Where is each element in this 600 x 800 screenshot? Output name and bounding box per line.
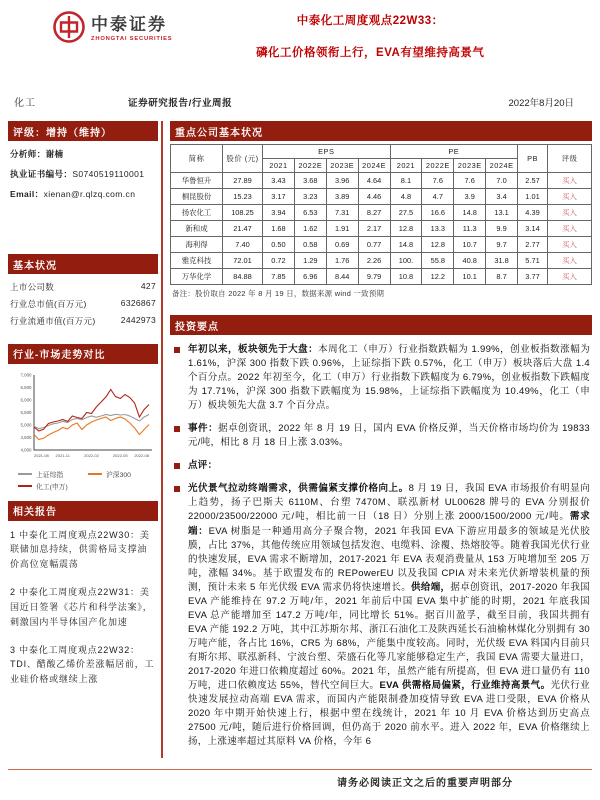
company-value: 16.6 <box>422 205 454 221</box>
related-report-item[interactable]: 1 中泰化工周度观点22W30：美联储加息持续，供需格局支撑油价高位宽幅震荡 <box>10 529 150 570</box>
legend-item <box>18 481 84 491</box>
company-value: 10.1 <box>454 269 486 285</box>
company-value: 0.69 <box>326 237 358 253</box>
content-columns <box>8 121 592 758</box>
legend-label: 化工(申万) <box>36 483 68 491</box>
report-header <box>0 0 600 60</box>
company-name: 桐昆股份 <box>171 189 223 205</box>
legend-label: 上证综指 <box>36 471 64 479</box>
company-value: 0.77 <box>358 237 390 253</box>
bullets <box>170 335 592 749</box>
company-name: 雅克科技 <box>171 253 223 269</box>
legend-line-swatch <box>18 473 32 475</box>
bullet-item <box>174 343 590 413</box>
basic-stat-row: 上市公司数 427 <box>10 280 156 292</box>
company-row <box>171 253 592 269</box>
company-value: 0.50 <box>263 237 295 253</box>
trend-line-沪深300 <box>34 417 149 440</box>
col-header-year: 2023E <box>326 159 358 173</box>
company-value: 1.01 <box>518 189 548 205</box>
company-value: 13.3 <box>422 221 454 237</box>
col-header-year: 2022E <box>422 159 454 173</box>
svg-text:5,000: 5,000 <box>20 422 32 428</box>
main-column <box>161 121 592 758</box>
companies-tbody <box>171 173 592 285</box>
basic-stat-row: 行业流通市值(百万元) 2442973 <box>10 314 156 326</box>
chart-legend <box>8 467 158 491</box>
company-row <box>171 221 592 237</box>
svg-text:2021-11: 2021-11 <box>55 452 70 458</box>
company-value: 7.31 <box>326 205 358 221</box>
svg-text:6,500: 6,500 <box>20 384 32 390</box>
company-value: 14.8 <box>390 237 422 253</box>
company-value: 55.8 <box>422 253 454 269</box>
company-value: 0.58 <box>294 237 326 253</box>
company-row <box>171 173 592 189</box>
company-value: 12.8 <box>422 237 454 253</box>
basic-stat-row: 行业总市值(百万元) 6326867 <box>10 297 156 309</box>
footer-rule <box>8 769 592 770</box>
company-value: 15.23 <box>223 189 263 205</box>
company-value: 7.6 <box>422 173 454 189</box>
company-value: 8.1 <box>390 173 422 189</box>
company-value: 3.4 <box>486 189 518 205</box>
company-value: 3.68 <box>294 173 326 189</box>
company-value: 3.17 <box>263 189 295 205</box>
col-header-year: 2024E <box>358 159 390 173</box>
bullet-text: 光伏景气拉动终端需求，供需偏紧支撑价格向上。8 月 19 日，我国 EVA 市场报价有明显向上趋势，扬子巴斯夫 6110M、台塑 7470M、联泓新材 UL00628 牌号的 EVA 分别报价 22000/23500/22000 元/吨，相比前一日（18 日）分别上涨 2000/1500/2000 元/吨。需求端：EVA 树脂是一种通用高分子聚合物，2021 年我国 EVA 下游应用最多的领域是光伏胶膜，占比 37%，其他传统应用领域包括发泡、电缆料、涂覆、热熔胶等。随着我国光伏行业的快速发展，EVA 需求不断增加，2017-2021 年 EVA 表观消费量从 153 万吨增加至 205 万吨，涨幅 34%。基于欧盟发布的 REPowerEU 以及我国 CPIA 对未来光伏新增装机量的预测，预计未来 5 年光伏级 EVA 需求仍将快速增长。供给端，据卓创资讯，2017-2020 年我国 EVA 产能维持在 97.2 万吨/年，2021 年前后中国 EVA 集中扩能的时期，2021 年底我国 EVA 总产能增加至 147.2 万吨/年，同比增长 51%。据百川盈孚，截至目前，我国共拥有 EVA 产能 192.2 万吨，其中江苏斯尔邦、浙江石油化工及陕西延长石油榆林煤化分别拥有 30 万吨产能，各占比 16%，CR5 为 68%，产能集中度较高。同时，光伏级 EVA 料国内目前只有斯尔邦、联泓新科、宁波台塑、荣盛石化等几家能够稳定生产，我国 EVA 需要大量进口，2017-2020 年进口依赖度超过 60%。2021 年，虽然产能有所提高，但 EVA 进口量仍有 110 万吨，进口依赖度达 55%，替代空间巨大。EVA 供需格局偏紧，行业维持高景气。光伏行业快速发展拉动高端 EVA 需求，而国内产能限制叠加疫情导致 EVA 进口受限，EVA 价格从 2020 年中期开始快速上行，根据中塑在线统计，2021 年 10 月 EVA 价格达到历史高点 27500 元/吨，随后进行价格回调，但仍高于 2020 前水平。进入 2022 年，EVA 价格继续上扬，上涨速率超过其原料 VA 价格，今年 6 <box>188 483 590 748</box>
svg-text:7,000: 7,000 <box>20 372 32 378</box>
companies-section-header: 重点公司基本状况 <box>170 121 592 141</box>
company-value: 1.76 <box>326 253 358 269</box>
company-name: 新和成 <box>171 221 223 237</box>
company-rating: 买入 <box>548 269 592 285</box>
company-value: 27.89 <box>223 173 263 189</box>
company-value: 4.64 <box>358 173 390 189</box>
company-value: 6.96 <box>294 269 326 285</box>
col-header-pb: PB <box>518 145 548 173</box>
company-value: 3.14 <box>518 221 548 237</box>
svg-text:2022-08: 2022-08 <box>134 452 149 458</box>
company-name: 扬农化工 <box>171 205 223 221</box>
brand-name-cn: 中泰证券 <box>91 15 167 34</box>
company-name: 万华化学 <box>171 269 223 285</box>
col-header-year: 2021 <box>263 159 295 173</box>
company-value: 8.44 <box>326 269 358 285</box>
industry-label: 化工 <box>14 98 36 109</box>
company-value: 4.8 <box>390 189 422 205</box>
company-value: 31.8 <box>486 253 518 269</box>
bullet-square-icon <box>174 486 180 492</box>
table-footnote: 备注：股价取自 2022 年 8 月 19 日，数据来源 wind 一致预期 <box>172 289 385 298</box>
company-row <box>171 189 592 205</box>
company-value: 7.6 <box>454 173 486 189</box>
company-value: 10.8 <box>390 269 422 285</box>
related-report-item[interactable]: 2 中泰化工周度观点22W31：美国近日签署《芯片和科学法案》，刺激国内半导体国产化加速 <box>10 587 153 627</box>
company-value: 2.57 <box>518 173 548 189</box>
legend-line-swatch <box>18 485 32 487</box>
trend-chart-svg <box>8 370 156 462</box>
company-value: 7.40 <box>223 237 263 253</box>
zhongtai-emblem-icon <box>52 10 86 44</box>
rating-section-header: 评级：增持（维持） <box>8 121 158 141</box>
col-header-year: 2024E <box>486 159 518 173</box>
company-value: 14.8 <box>454 205 486 221</box>
company-rating: 买入 <box>548 253 592 269</box>
company-value: 72.01 <box>223 253 263 269</box>
company-value: 11.3 <box>454 221 486 237</box>
brand-name-en: ZHONGTAI SECURITIES <box>91 36 173 42</box>
svg-text:4,500: 4,500 <box>20 434 32 440</box>
sidebar <box>8 121 158 758</box>
analyst-email[interactable]: Email：xienan@r.qlzq.com.cn <box>10 189 136 199</box>
bullet-item <box>174 422 590 450</box>
company-value: 84.88 <box>223 269 263 285</box>
company-row <box>171 205 592 221</box>
trend-section-header: 行业-市场走势对比 <box>8 344 158 364</box>
company-value: 100. <box>390 253 422 269</box>
company-value: 10.7 <box>454 237 486 253</box>
report-type-label: 证券研究报告/行业周报 <box>128 98 233 109</box>
company-rating: 买入 <box>548 173 592 189</box>
company-value: 21.47 <box>223 221 263 237</box>
companies-table-head <box>171 145 592 173</box>
col-header-rating: 评级 <box>548 145 592 173</box>
legend-label: 沪深300 <box>106 471 131 479</box>
zhongtai-logo <box>52 10 172 60</box>
basic-rows <box>8 274 158 330</box>
company-name: 海利得 <box>171 237 223 253</box>
company-value: 2.26 <box>358 253 390 269</box>
company-value: 1.91 <box>326 221 358 237</box>
highlights-section-header: 投资要点 <box>170 315 592 335</box>
company-value: 9.7 <box>486 237 518 253</box>
bullet-text: 点评： <box>188 460 218 472</box>
bullet-text: 年初以来，板块领先于大盘：本周化工（申万）行业指数跌幅为 1.99%，创业板指数涨幅为 1.61%，沪深 300 指数下跌 0.96%，上证综指下跌 0.57%，化工（申万）板块落后大盘 1.4 个百分点。2022 年初至今，化工（申万）行业指数下跌幅度为 6.79%，创业板指数下跌幅度为 17.71%，沪深 300 指数下跌幅度为 15.98%，上证综指下跌幅度为 10.49%，化工（申万）板块领先大盘 3.7 个百分点。 <box>188 344 591 412</box>
legend-line-swatch <box>88 473 102 475</box>
company-value: 5.71 <box>518 253 548 269</box>
analyst-cert: 执业证书编号：S0740519110001 <box>10 169 145 179</box>
company-value: 108.25 <box>223 205 263 221</box>
company-value: 9.79 <box>358 269 390 285</box>
bullet-square-icon <box>174 463 180 469</box>
company-value: 2.17 <box>358 221 390 237</box>
company-rating: 买入 <box>548 205 592 221</box>
companies-table <box>170 144 592 285</box>
svg-text:2021-08: 2021-08 <box>34 452 49 458</box>
company-value: 8.7 <box>486 269 518 285</box>
company-value: 3.89 <box>326 189 358 205</box>
related-section-header: 相关报告 <box>8 501 158 521</box>
company-value: 4.7 <box>422 189 454 205</box>
report-title <box>172 10 588 60</box>
svg-text:2022-05: 2022-05 <box>112 452 128 458</box>
company-value: 0.72 <box>263 253 295 269</box>
company-value: 3.9 <box>454 189 486 205</box>
bullet-square-icon <box>174 347 180 353</box>
footer-disclaimer: 请务必阅读正文之后的重要声明部分 <box>337 778 513 789</box>
company-value: 8.27 <box>358 205 390 221</box>
company-value: 27.5 <box>390 205 422 221</box>
company-row <box>171 269 592 285</box>
company-value: 13.1 <box>486 205 518 221</box>
company-value: 3.23 <box>294 189 326 205</box>
related-list <box>8 521 158 688</box>
company-value: 9.9 <box>486 221 518 237</box>
bullet-item <box>174 459 590 473</box>
company-row <box>171 237 592 253</box>
col-header-year: 2023E <box>454 159 486 173</box>
analyst-block <box>8 141 158 200</box>
svg-text:2022-02: 2022-02 <box>84 452 99 458</box>
related-report-item[interactable]: 3 中泰化工周度观点22W32：TDI、醋酸乙烯价差涨幅居前，工业硅价格或继续上涨 <box>10 644 155 685</box>
company-value: 6.53 <box>294 205 326 221</box>
company-rating: 买入 <box>548 221 592 237</box>
company-name: 华鲁恒升 <box>171 173 223 189</box>
report-title-line2: 磷化工价格领衔上行，EVA有望维持高景气 <box>256 47 485 59</box>
svg-text:5,500: 5,500 <box>20 409 32 415</box>
company-value: 4.39 <box>518 205 548 221</box>
analyst-name: 分析师：谢楠 <box>10 149 64 159</box>
trend-chart <box>8 364 158 491</box>
company-value: 1.68 <box>263 221 295 237</box>
company-value: 3.96 <box>326 173 358 189</box>
bullet-text: 事件：据卓创资讯，2022 年 8 月 19 日，国内 EVA 价格反弹，当天价格市场均价为 19833 元/吨，相比 8 月 18 日上涨 3.03%。 <box>188 423 591 449</box>
col-header-pe: PE <box>390 145 518 159</box>
col-header-name: 简称 <box>171 145 223 173</box>
company-value: 1.62 <box>294 221 326 237</box>
svg-text:4,000: 4,000 <box>20 447 32 453</box>
company-value: 3.43 <box>263 173 295 189</box>
company-rating: 买入 <box>548 237 592 253</box>
bullet-square-icon <box>174 426 180 432</box>
legend-item <box>88 469 154 479</box>
legend-item <box>18 469 84 479</box>
company-value: 2.77 <box>518 237 548 253</box>
company-value: 7.85 <box>263 269 295 285</box>
bullet-item <box>174 482 590 749</box>
company-value: 7.0 <box>486 173 518 189</box>
report-title-line1: 中泰化工周度观点22W33： <box>296 15 444 27</box>
report-date: 2022年8月20日 <box>508 98 574 109</box>
company-value: 3.94 <box>263 205 295 221</box>
company-value: 1.29 <box>294 253 326 269</box>
col-header-price: 股价 (元) <box>223 145 263 173</box>
basic-section-header: 基本状况 <box>8 254 158 274</box>
company-rating: 买入 <box>548 189 592 205</box>
company-value: 12.2 <box>422 269 454 285</box>
company-value: 12.8 <box>390 221 422 237</box>
col-header-year: 2022E <box>294 159 326 173</box>
company-value: 3.77 <box>518 269 548 285</box>
highlights-section <box>170 315 592 749</box>
company-value: 4.46 <box>358 189 390 205</box>
company-value: 40.8 <box>454 253 486 269</box>
col-header-year: 2021 <box>390 159 422 173</box>
meta-row <box>14 94 588 109</box>
col-header-eps: EPS <box>263 145 391 159</box>
svg-text:6,000: 6,000 <box>20 397 32 403</box>
